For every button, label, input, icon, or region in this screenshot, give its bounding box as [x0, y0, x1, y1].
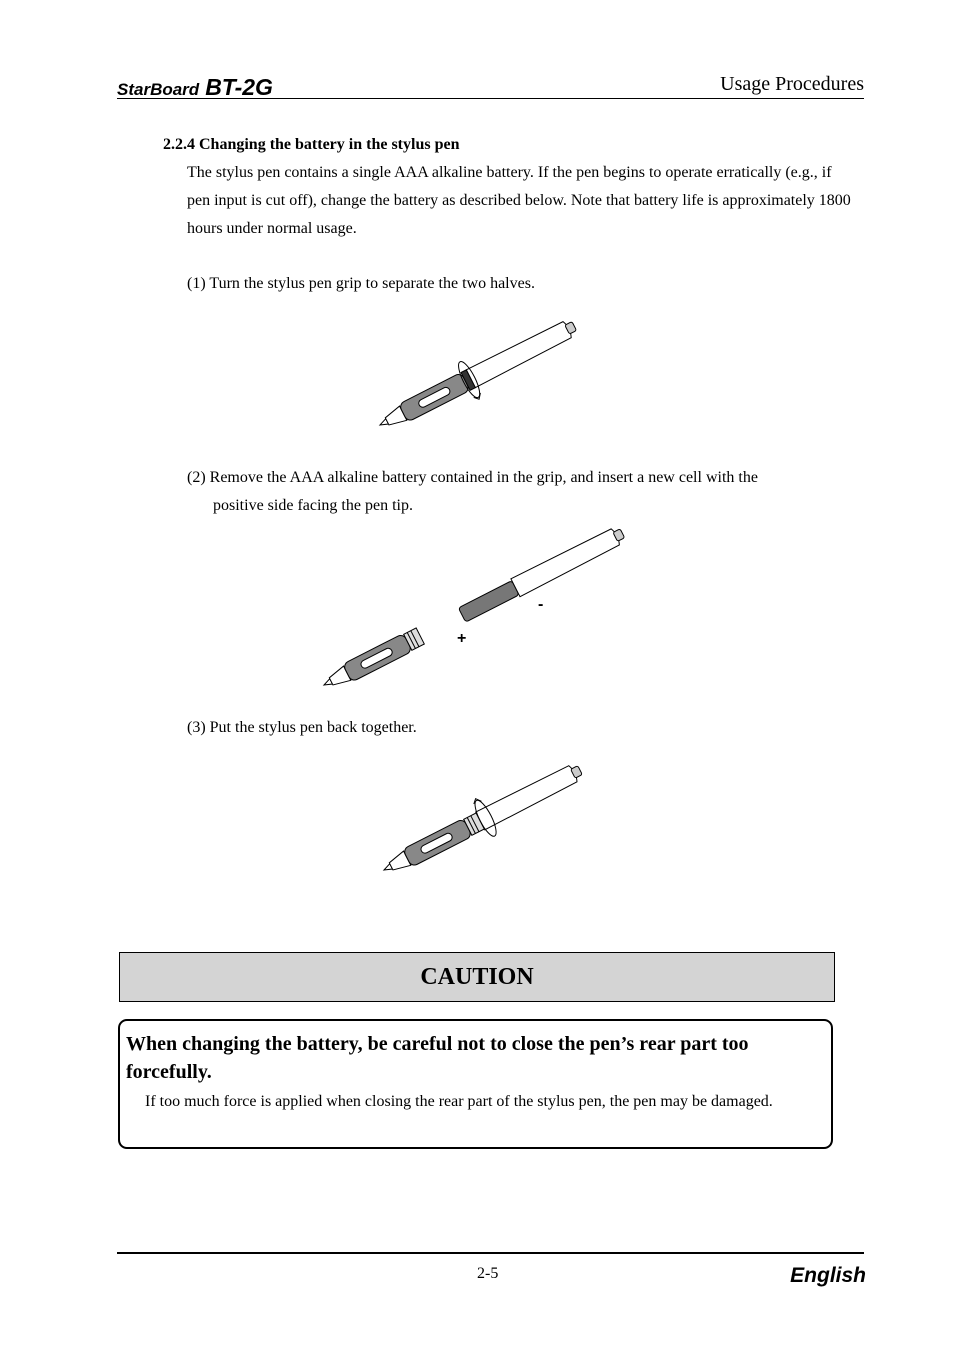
step-1-text: (1) Turn the stylus pen grip to separate the two halves. [187, 275, 535, 292]
footer-divider [117, 1252, 864, 1254]
pen-illustration-assembled [374, 751, 589, 888]
intro-paragraph: The stylus pen contains a single AAA alkaline battery. If the pen begins to operate erratically (e.g., if pen input is cut off), change the battery as described below. Note that battery life is approximately 1800 hours under normal usage. [187, 164, 851, 237]
brand-prefix: StarBoard [117, 80, 200, 99]
figure-pen-separate [380, 313, 600, 428]
brand-logo [117, 74, 273, 101]
pen-illustration [371, 308, 584, 444]
figure-pen-reassemble [384, 760, 604, 875]
pen-front-half [319, 627, 424, 694]
caution-title: CAUTION [420, 963, 534, 990]
page-number: 2-5 [477, 1265, 499, 1282]
battery-plus-label: + [457, 630, 467, 647]
step-2-line-1: (2) Remove the AAA alkaline battery contained in the grip, and insert a new cell with the [187, 469, 758, 486]
caution-heading: When changing the battery, be careful not to close the pen’s rear part too forcefully. [126, 1033, 749, 1083]
section-title: Usage Procedures [720, 73, 864, 95]
step-2-line-2: positive side facing the pen tip. [213, 497, 413, 514]
brand-model: BT-2G [205, 74, 273, 100]
header-divider [117, 98, 864, 99]
battery-icon [458, 581, 519, 622]
step-2-text [187, 464, 852, 520]
caution-banner [119, 952, 835, 1002]
step-3-text: (3) Put the stylus pen back together. [187, 719, 417, 736]
figure-battery-replace [322, 525, 642, 690]
battery-minus-label: - [538, 596, 544, 613]
caution-text: If too much force is applied when closing the rear part of the stylus pen, the pen may be damaged. [145, 1093, 773, 1110]
language-label: English [790, 1264, 866, 1287]
subheading: 2.2.4 Changing the battery in the stylus pen [163, 136, 460, 153]
